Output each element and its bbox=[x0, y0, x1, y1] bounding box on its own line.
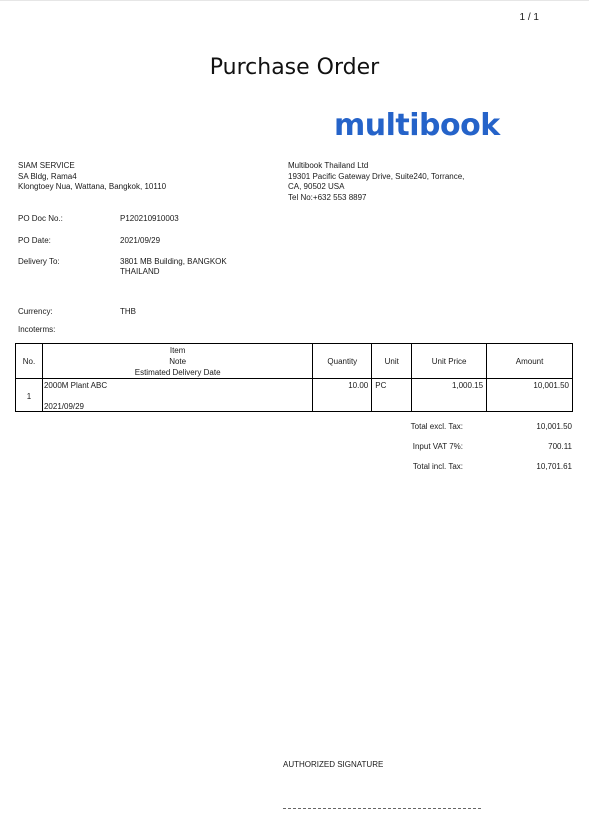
table-header-row bbox=[16, 344, 573, 379]
page-number: 1 / 1 bbox=[519, 12, 539, 23]
header-unit-price: Unit Price bbox=[412, 344, 487, 379]
po-doc-no-value: P120210910003 bbox=[120, 214, 179, 223]
vendor-name: SIAM SERVICE bbox=[18, 161, 75, 170]
row-amount: 10,001.50 bbox=[487, 379, 573, 412]
header-no: No. bbox=[16, 344, 43, 379]
company-logo: multibook bbox=[334, 108, 500, 143]
currency-value: THB bbox=[120, 307, 136, 316]
table-row bbox=[16, 379, 573, 412]
input-vat-label: Input VAT 7%: bbox=[412, 442, 463, 451]
header-est-date-label: Estimated Delivery Date bbox=[134, 367, 221, 377]
header-item bbox=[42, 344, 312, 379]
delivery-to-value bbox=[120, 257, 227, 277]
currency-label: Currency: bbox=[18, 307, 53, 316]
delivery-address-line: THAILAND bbox=[120, 267, 160, 276]
row-unit-price: 1,000.15 bbox=[412, 379, 487, 412]
po-date-value: 2021/09/29 bbox=[120, 236, 161, 245]
header-amount: Amount bbox=[487, 344, 573, 379]
incoterms-label: Incoterms: bbox=[18, 325, 56, 334]
header-quantity: Quantity bbox=[313, 344, 372, 379]
po-doc-no-label: PO Doc No.: bbox=[18, 214, 63, 223]
company-name: Multibook Thailand Ltd bbox=[288, 161, 369, 170]
header-note-label: Note bbox=[169, 356, 187, 366]
vendor-address-line: Klongtoey Nua, Wattana, Bangkok, 10110 bbox=[18, 182, 167, 191]
delivery-address-line: 3801 MB Building, BANGKOK bbox=[120, 257, 227, 266]
po-date-label: PO Date: bbox=[18, 236, 51, 245]
total-incl-tax-label: Total incl. Tax: bbox=[412, 462, 463, 471]
row-item-cell bbox=[42, 379, 312, 412]
company-address bbox=[288, 161, 464, 203]
delivery-to-label: Delivery To: bbox=[18, 257, 60, 266]
authorized-signature-label: AUTHORIZED SIGNATURE bbox=[283, 760, 384, 769]
top-divider bbox=[0, 0, 589, 1]
total-incl-tax-value: 10,701.61 bbox=[536, 462, 572, 471]
header-unit: Unit bbox=[372, 344, 412, 379]
header-item-label: Item bbox=[169, 345, 186, 355]
signature-line bbox=[283, 808, 481, 809]
row-item-name: 2000M Plant ABC bbox=[43, 381, 108, 390]
vendor-address bbox=[18, 161, 166, 193]
items-table bbox=[15, 343, 573, 412]
total-excl-tax-value: 10,001.50 bbox=[536, 422, 572, 431]
input-vat-value: 700.11 bbox=[548, 442, 572, 451]
document-title: Purchase Order bbox=[209, 55, 380, 80]
row-est-date: 2021/09/29 bbox=[43, 402, 85, 411]
row-unit: PC bbox=[372, 379, 412, 412]
row-quantity: 10.00 bbox=[313, 379, 372, 412]
vendor-address-line: SA Bldg, Rama4 bbox=[18, 171, 77, 181]
company-address-line: 19301 Pacific Gateway Drive, Suite240, Torrance, bbox=[288, 171, 465, 181]
total-excl-tax-label: Total excl. Tax: bbox=[410, 422, 463, 431]
row-no: 1 bbox=[16, 379, 43, 412]
company-phone: Tel No:+632 553 8897 bbox=[288, 192, 367, 202]
company-address-line: CA, 90502 USA bbox=[288, 182, 345, 191]
